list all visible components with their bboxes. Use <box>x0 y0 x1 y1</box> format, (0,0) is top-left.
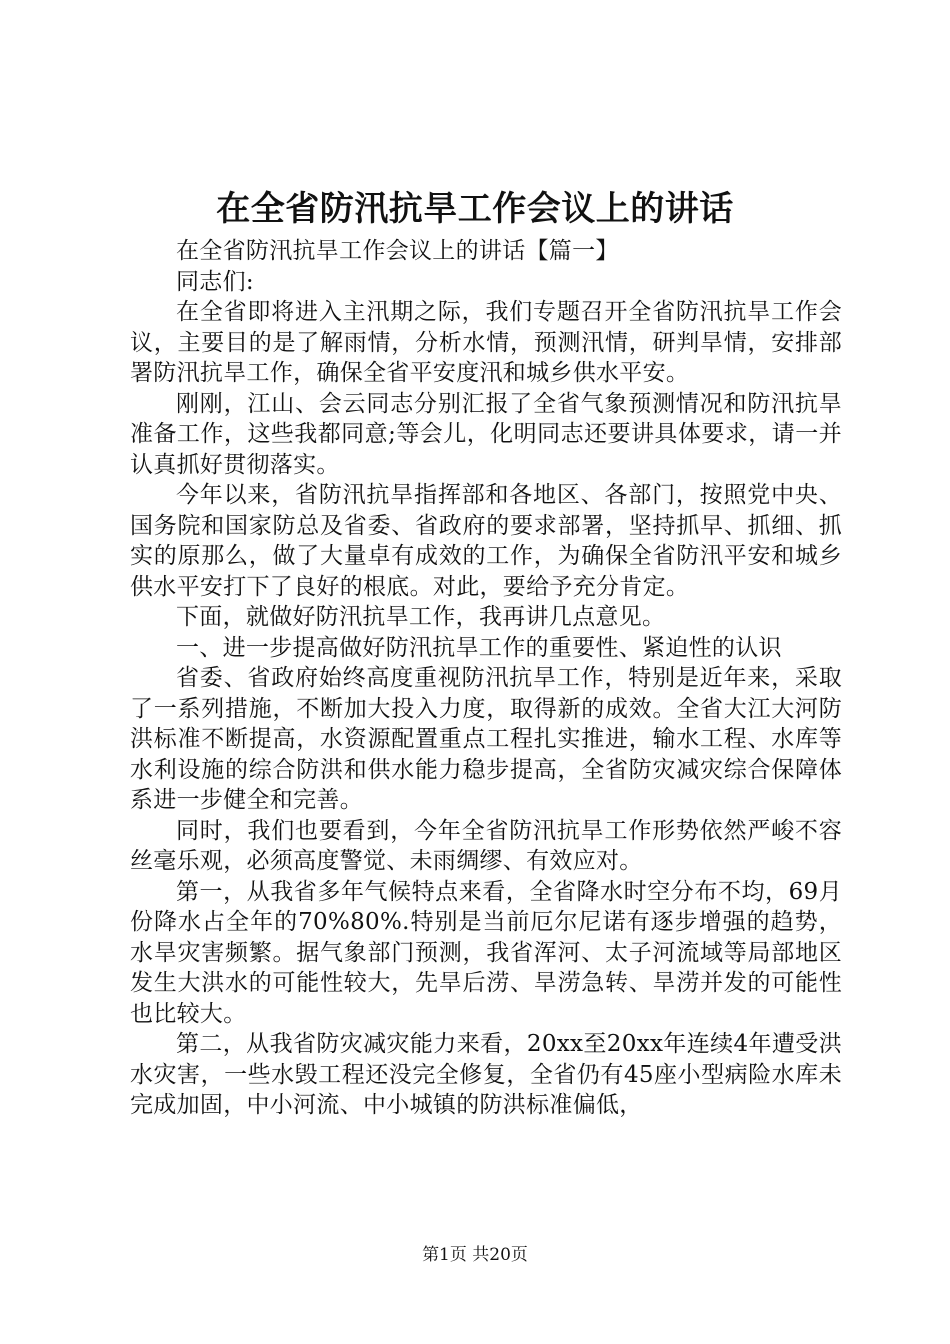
paragraph: 第二，从我省防灾减灾能力来看，20xx至20xx年连续4年遭受洪水灾害，一些水毁工程还没完全修复，全省仍有45座小型病险水库未完成加固，中小河流、中小城镇的防洪标准偏低， <box>130 1031 842 1118</box>
subheading: 一、进一步提高做好防汛抗旱工作的重要性、紧迫性的认识 <box>176 634 782 661</box>
section-heading: 在全省防汛抗旱工作会议上的讲话【篇一】 <box>176 238 619 264</box>
paragraph: 下面，就做好防汛抗旱工作，我再讲几点意见。 <box>176 604 666 630</box>
document-body <box>130 236 842 1121</box>
paragraph: 省委、省政府始终高度重视防汛抗旱工作，特别是近年来，采取了一系列措施，不断加大投入力度，取得新的成效。全省大江大河防洪标准不断提高，水资源配置重点工程扎实推进，输水工程、水库等水利设施的综合防洪和供水能力稳步提高，全省防灾减灾综合保障体系进一步健全和完善。 <box>130 665 842 813</box>
paragraph: 在全省即将进入主汛期之际，我们专题召开全省防汛抗旱工作会议，主要目的是了解雨情，分析水情，预测汛情，研判旱情，安排部署防汛抗旱工作，确保全省平安度汛和城乡供水平安。 <box>130 299 842 386</box>
document-title: 在全省防汛抗旱工作会议上的讲话 <box>216 189 734 229</box>
paragraph: 今年以来，省防汛抗旱指挥部和各地区、各部门，按照党中央、国务院和国家防总及省委、省政府的要求部署，坚持抓早、抓细、抓实的原那么，做了大量卓有成效的工作，为确保全省防汛平安和城乡供水平安打下了良好的根底。对此，要给予充分肯定。 <box>130 482 842 600</box>
paragraph: 同时，我们也要看到，今年全省防汛抗旱工作形势依然严峻不容丝毫乐观，必须高度警觉、未雨绸缪、有效应对。 <box>130 817 842 874</box>
page-number: 第1页 共20页 <box>422 1245 528 1265</box>
paragraph: 刚刚，江山、会云同志分别汇报了全省气象预测情况和防汛抗旱准备工作，这些我都同意;等会儿，化明同志还要讲具体要求，请一并认真抓好贯彻落实。 <box>130 390 842 478</box>
salutation: 同志们: <box>176 268 254 295</box>
paragraph: 第一，从我省多年气候特点来看，全省降水时空分布不均，69月份降水占全年的70%80%.特别是当前厄尔尼诺有逐步增强的趋势，水旱灾害频繁。据气象部门预测，我省浑河、太子河流域等局部地区发生大洪水的可能性较大，先旱后涝、旱涝急转、旱涝并发的可能性也比较大。 <box>130 878 842 1027</box>
